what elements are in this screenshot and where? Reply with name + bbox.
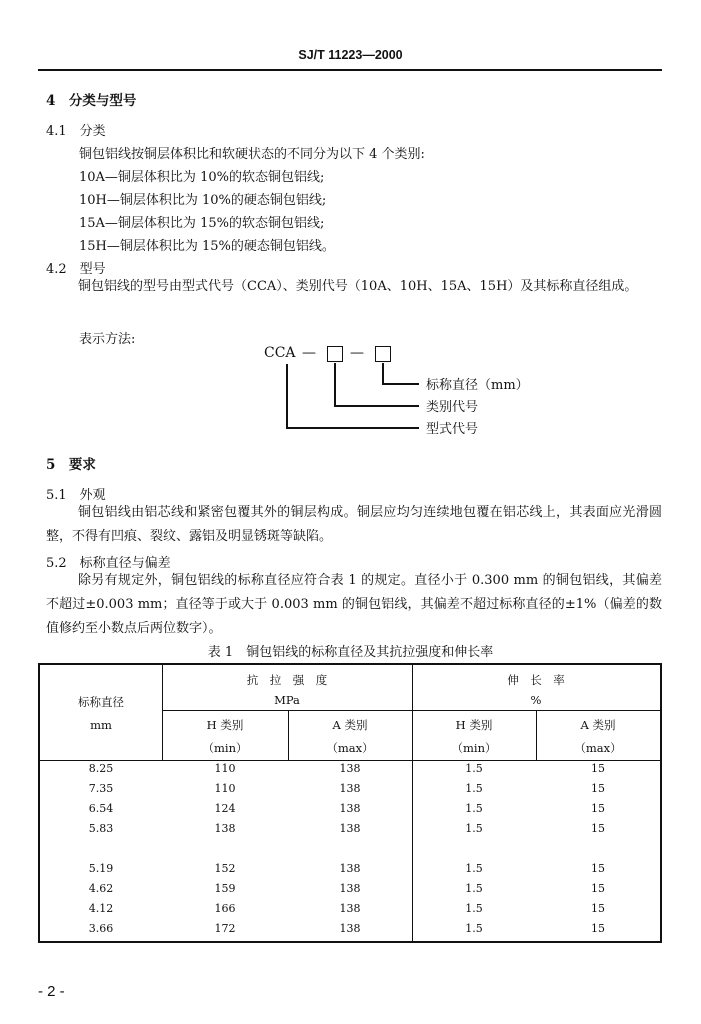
cell-a-strength: 138: [339, 902, 361, 915]
cell-h-strength: 138: [214, 822, 236, 835]
cell-h-elongation: 1.5: [465, 862, 483, 875]
cell-h-strength: 172: [214, 922, 236, 935]
section-4-title: 4 分类与型号: [46, 93, 137, 109]
document-code: SJ/T 11223—2000: [298, 48, 403, 62]
category-connector-vertical: [334, 363, 336, 406]
diameter-connector-vertical: [382, 363, 384, 384]
label-type-code: 型式代号: [426, 422, 479, 437]
diagram-dash: —: [350, 345, 364, 361]
cell-h-elongation: 1.5: [465, 822, 483, 835]
page-number: - 2 -: [38, 983, 65, 1000]
cell-h-elongation: 1.5: [465, 762, 483, 775]
diagram-prefix: CCA: [264, 345, 296, 361]
category-item: 15H—铜层体积比为 15%的硬态铜包铝线。: [79, 239, 335, 254]
cell-diameter: 5.19: [88, 862, 114, 875]
category-item: 10H—铜层体积比为 10%的硬态铜包铝线;: [79, 193, 327, 208]
cell-a-elongation: 15: [591, 862, 605, 875]
section-5-1-body: 铜包铝线由铝芯线和紧密包覆其外的铜层构成。铜层应均匀连续地包覆在铝芯线上，其表面应光滑圆整，不得有凹痕、裂纹、露铝及明显锈斑等缺陷。: [46, 505, 662, 544]
cell-diameter: 8.25: [88, 762, 114, 775]
section-5-2-title: 5.2 标称直径与偏差: [46, 556, 171, 571]
cell-a-elongation: 15: [591, 782, 605, 795]
header-strength-a-class: A 类别: [332, 718, 368, 732]
cell-a-strength: 138: [339, 882, 361, 895]
cell-diameter: 3.66: [88, 922, 114, 935]
section-5-title: 5 要求: [46, 457, 96, 473]
header-tensile-strength: 抗 拉 强 度: [246, 673, 328, 687]
category-item: 10A—铜层体积比为 10%的软态铜包铝线;: [79, 170, 325, 185]
cell-h-strength: 152: [214, 862, 236, 875]
label-nominal-diameter: 标称直径（mm）: [426, 378, 529, 393]
section-5-1-title: 5.1 外观: [46, 488, 106, 503]
section-4-1-title: 4.1 分类: [46, 124, 106, 139]
header-strength-min: （min）: [202, 741, 248, 755]
cell-h-strength: 166: [214, 902, 236, 915]
cell-h-elongation: 1.5: [465, 782, 483, 795]
header-elongation-h-class: H 类别: [455, 718, 493, 732]
diagram-dash: —: [302, 345, 316, 361]
diameter-code-box: [375, 346, 391, 362]
header-elongation-unit: %: [530, 693, 542, 707]
representation-method: 表示方法:: [79, 332, 136, 347]
header-elongation: 伸 长 率: [507, 673, 565, 687]
cell-a-elongation: 15: [591, 882, 605, 895]
diameter-strength-elongation-table: [38, 663, 662, 943]
cell-a-strength: 138: [339, 802, 361, 815]
cell-a-elongation: 15: [591, 762, 605, 775]
cell-a-strength: 138: [339, 922, 361, 935]
cell-h-elongation: 1.5: [465, 882, 483, 895]
cell-diameter: 4.12: [88, 902, 114, 915]
cell-diameter: 7.35: [88, 782, 114, 795]
label-category-code: 类别代号: [426, 400, 479, 415]
section-4-2-title: 4.2 型号: [46, 262, 106, 277]
section-4-2-body: 铜包铝线的型号由型式代号（CCA）、类别代号（10A、10H、15A、15H）及其标称直径组成。: [78, 279, 638, 294]
header-diameter: 标称直径: [78, 695, 124, 709]
header-elongation-max: （max）: [574, 741, 622, 755]
cell-a-strength: 138: [339, 822, 361, 835]
header-strength-max: （max）: [326, 741, 374, 755]
cell-h-strength: 159: [214, 882, 236, 895]
cell-h-elongation: 1.5: [465, 802, 483, 815]
cell-h-strength: 110: [214, 782, 236, 795]
cell-diameter: 4.62: [88, 882, 114, 895]
header-rule: [38, 69, 662, 71]
section-5-2-body: 除另有规定外，铜包铝线的标称直径应符合表 1 的规定。直径小于 0.300 mm 的铜包铝线，其偏差不超过±0.003 mm；直径等于或大于 0.003 mm 的铜包铝线，其偏差不超过标称直径的±1%（偏差的数值修约至小数点后两位数字）。: [46, 573, 662, 636]
cell-a-strength: 138: [339, 862, 361, 875]
cell-a-elongation: 15: [591, 902, 605, 915]
header-strength-h-class: H 类别: [206, 718, 244, 732]
cell-a-strength: 138: [339, 782, 361, 795]
table-caption: 表 1 铜包铝线的标称直径及其抗拉强度和伸长率: [207, 645, 494, 660]
cell-h-strength: 124: [214, 802, 236, 815]
cell-a-strength: 138: [339, 762, 361, 775]
cell-a-elongation: 15: [591, 822, 605, 835]
header-elongation-a-class: A 类别: [580, 718, 616, 732]
table-rule: [162, 710, 660, 711]
cell-a-elongation: 15: [591, 802, 605, 815]
cell-diameter: 6.54: [88, 802, 114, 815]
diameter-connector-horizontal: [382, 383, 419, 385]
cell-h-elongation: 1.5: [465, 922, 483, 935]
category-connector-horizontal: [334, 405, 419, 407]
cell-diameter: 5.83: [88, 822, 114, 835]
section-4-1-intro: 铜包铝线按铜层体积比和软硬状态的不同分为以下 4 个类别:: [79, 147, 425, 162]
header-diameter-unit: mm: [90, 718, 112, 732]
cell-h-strength: 110: [214, 762, 236, 775]
header-elongation-min: （min）: [451, 741, 497, 755]
header-strength-unit: MPa: [274, 693, 300, 707]
category-item: 15A—铜层体积比为 15%的软态铜包铝线;: [79, 216, 325, 231]
cell-a-elongation: 15: [591, 922, 605, 935]
category-code-box: [327, 346, 343, 362]
cell-h-elongation: 1.5: [465, 902, 483, 915]
type-connector-vertical: [286, 364, 288, 428]
table-rule: [40, 760, 660, 761]
type-connector-horizontal: [286, 427, 419, 429]
